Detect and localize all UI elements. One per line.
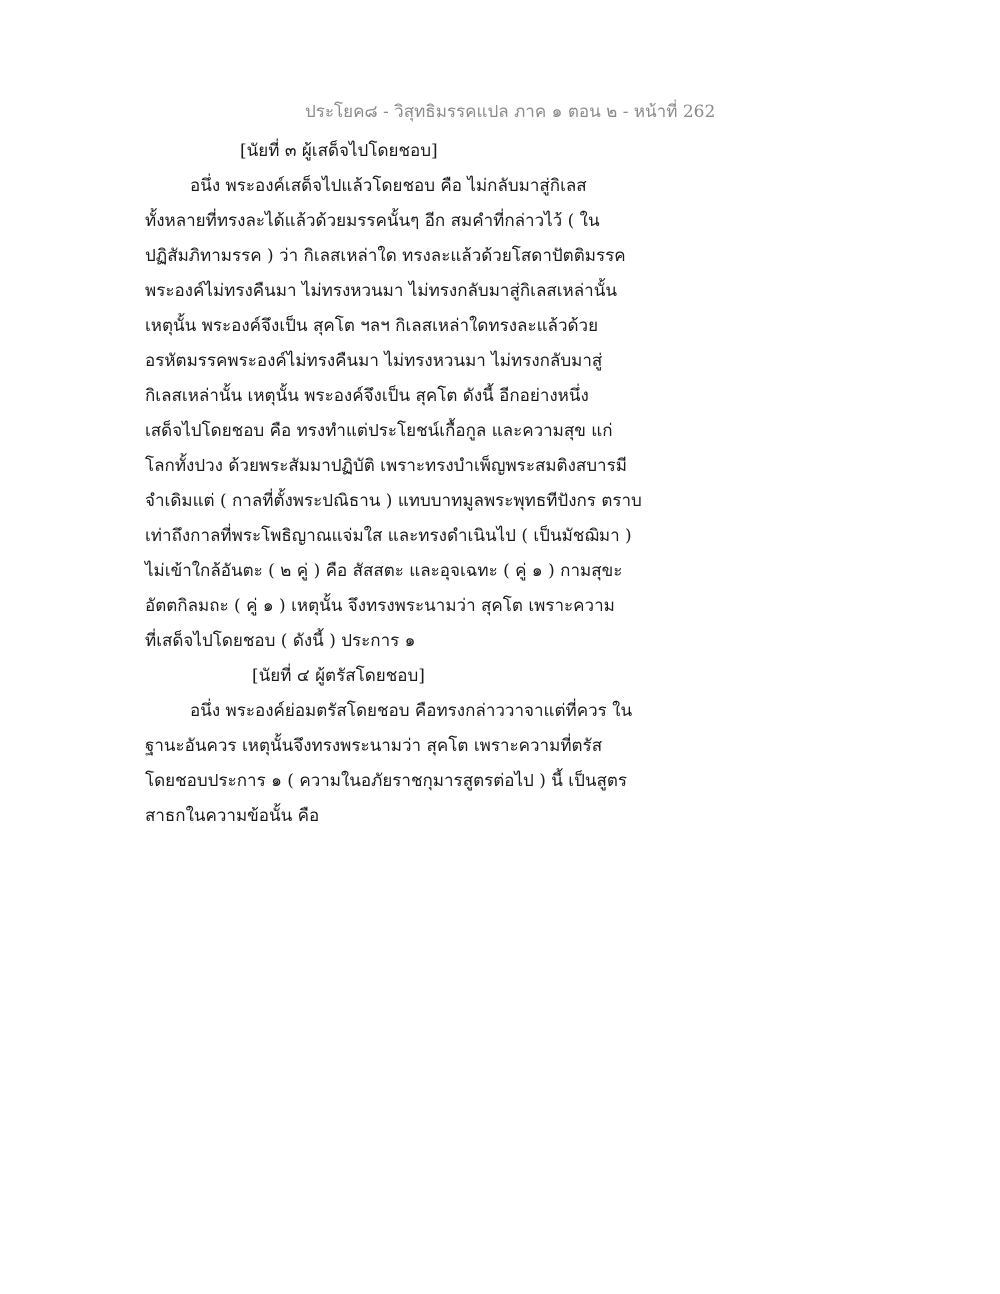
- paragraph-line: ปฏิสัมภิทามรรค ) ว่า กิเลสเหล่าใด ทรงละแล้วด้วยโสดาปัตติมรรค: [145, 246, 626, 266]
- paragraph-line: พระองค์ไม่ทรงคืนมา ไม่ทรงหวนมา ไม่ทรงกลับมาสู่กิเลสเหล่านั้น: [145, 281, 617, 301]
- paragraph-line: อัตตกิลมถะ ( คู่ ๑ ) เหตุนั้น จึงทรงพระนามว่า สุคโต เพราะความ: [145, 596, 615, 616]
- paragraph-line: ทั้งหลายที่ทรงละได้แล้วด้วยมรรคนั้นๆ อีก สมคำที่กล่าวไว้ ( ใน: [145, 211, 600, 231]
- paragraph-line: เสด็จไปโดยชอบ คือ ทรงทำแต่ประโยชน์เกื้อกูล และความสุข แก่: [145, 421, 613, 441]
- paragraph-line: ไม่เข้าใกล้อันตะ ( ๒ คู่ ) คือ สัสสตะ และอุจเฉทะ ( คู่ ๑ ) กามสุขะ: [145, 561, 623, 581]
- paragraph-line: โลกทั้งปวง ด้วยพระสัมมาปฏิบัติ เพราะทรงบำเพ็ญพระสมติงสบารมี: [145, 456, 627, 476]
- paragraph-line: อนึ่ง พระองค์เสด็จไปแล้วโดยชอบ คือ ไม่กลับมาสู่กิเลส: [190, 176, 587, 196]
- body-text: [145, 134, 665, 834]
- paragraph-line: กิเลสเหล่านั้น เหตุนั้น พระองค์จึงเป็น สุคโต ดังนี้ อีกอย่างหนึ่ง: [145, 386, 589, 406]
- paragraph-line: เหตุนั้น พระองค์จึงเป็น สุคโต ฯลฯ กิเลสเหล่าใดทรงละแล้วด้วย: [145, 316, 599, 336]
- paragraph-line: ที่เสด็จไปโดยชอบ ( ดังนี้ ) ประการ ๑: [145, 631, 416, 651]
- section-heading: [นัยที่ ๓ ผู้เสด็จไปโดยชอบ]: [240, 141, 438, 161]
- paragraph-line: เท่าถึงกาลที่พระโพธิญาณแจ่มใส และทรงดำเนินไป ( เป็นมัชฌิมา ): [145, 526, 632, 546]
- paragraph-line: ฐานะอันควร เหตุนั้นจึงทรงพระนามว่า สุคโต เพราะความที่ตรัส: [145, 736, 603, 756]
- paragraph-line: อนึ่ง พระองค์ย่อมตรัสโดยชอบ คือทรงกล่าววาจาแต่ที่ควร ใน: [190, 701, 633, 721]
- section-heading: [นัยที่ ๔ ผู้ตรัสโดยชอบ]: [252, 666, 425, 686]
- running-header: ประโยค๘ - วิสุทธิมรรคแปล ภาค ๑ ตอน ๒ - หน้าที่ 262: [305, 102, 716, 122]
- paragraph-line: สาธกในความข้อนั้น คือ: [145, 806, 320, 826]
- paragraph-line: โดยชอบประการ ๑ ( ความในอภัยราชกุมารสูตรต่อไป ) นี้ เป็นสูตร: [145, 771, 628, 791]
- paragraph-line: จำเดิมแต่ ( กาลที่ตั้งพระปณิธาน ) แทบบาทมูลพระพุทธทีปังกร ตราบ: [145, 491, 642, 511]
- paragraph-line: อรหัตมรรคพระองค์ไม่ทรงคืนมา ไม่ทรงหวนมา ไม่ทรงกลับมาสู่: [145, 351, 603, 371]
